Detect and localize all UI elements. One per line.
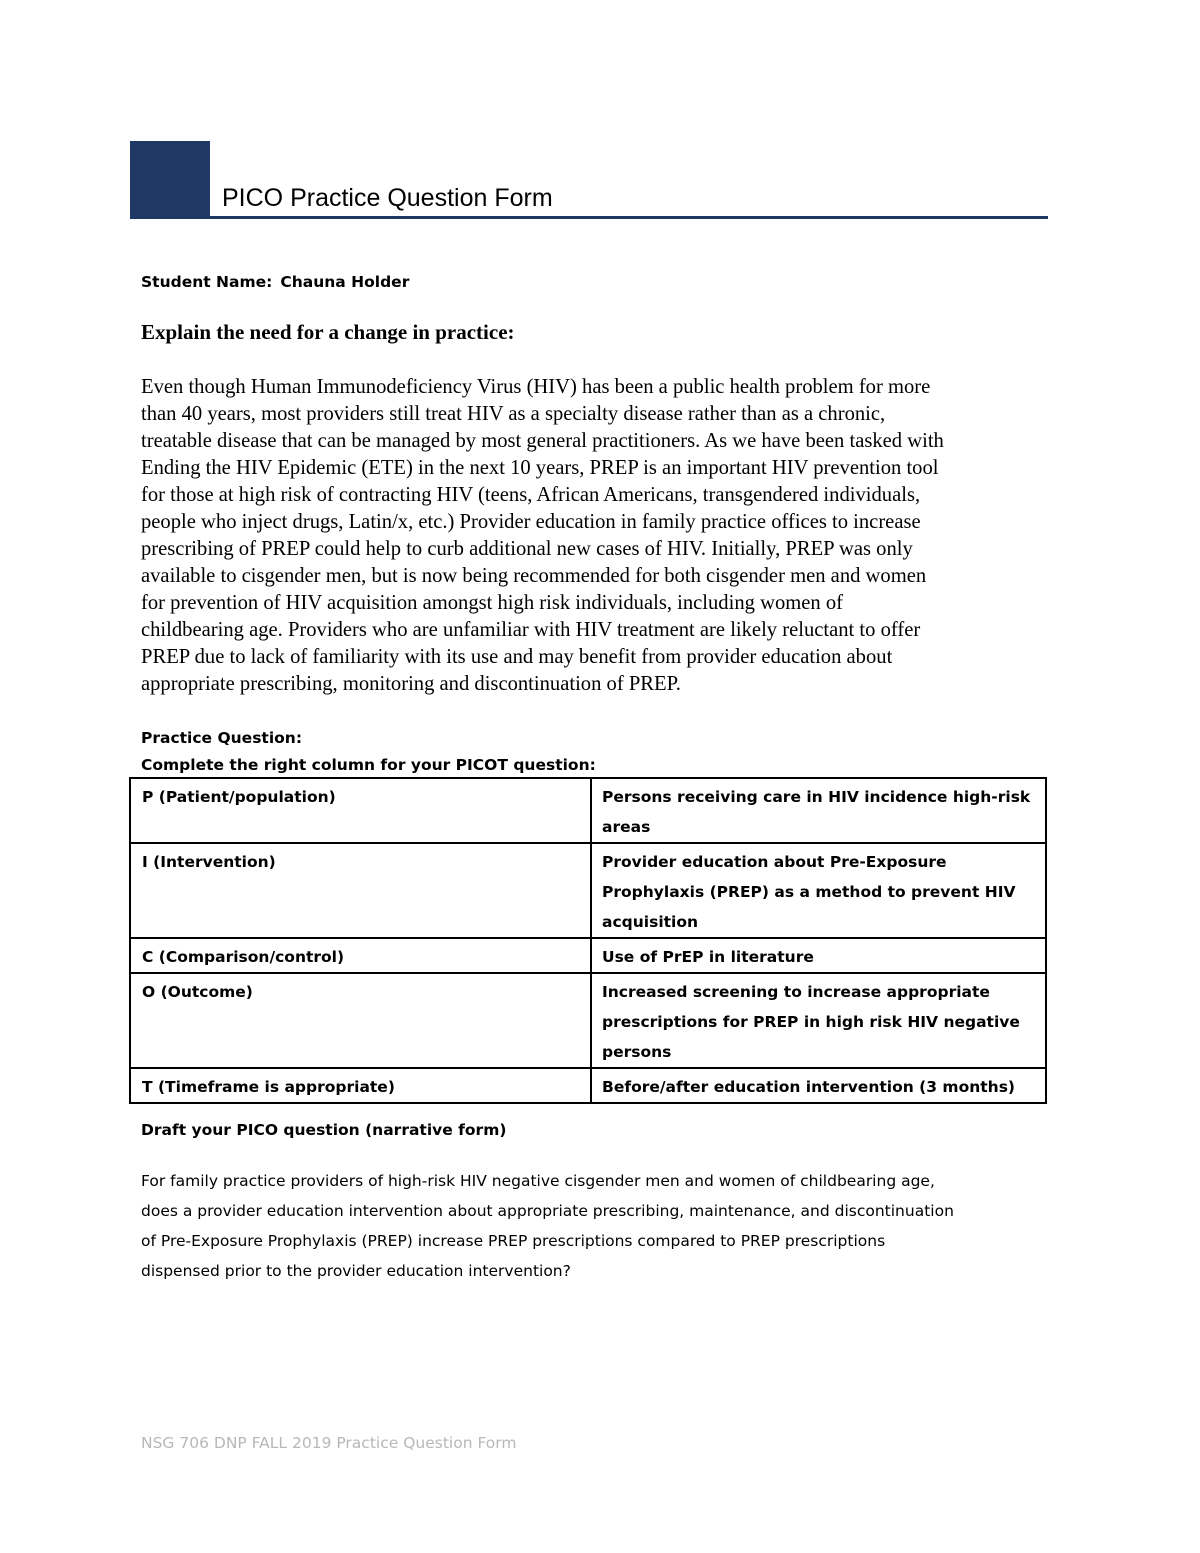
picot-value-line: Before/after education intervention (3 months) bbox=[602, 1078, 1016, 1096]
need-line: Ending the HIV Epidemic (ETE) in the next 10 years, PREP is an important HIV prevention tool bbox=[141, 457, 939, 479]
picot-label-cell: P (Patient/population) bbox=[130, 778, 591, 843]
picot-value-line: prescriptions for PREP in high risk HIV negative bbox=[602, 1013, 1020, 1031]
header-rule bbox=[130, 216, 1048, 219]
picot-value-line: Provider education about Pre-Exposure bbox=[602, 853, 947, 871]
picot-value-line: Prophylaxis (PREP) as a method to prevent HIV bbox=[602, 883, 1016, 901]
table-row bbox=[130, 1068, 1046, 1103]
need-line: people who inject drugs, Latin/x, etc.) Provider education in family practice offices to increase bbox=[141, 511, 921, 533]
table-row bbox=[130, 938, 1046, 973]
picot-label-cell: C (Comparison/control) bbox=[130, 938, 591, 973]
picot-value-cell bbox=[591, 973, 1046, 1068]
header-accent-block bbox=[130, 141, 210, 219]
practice-question-label: Practice Question: bbox=[141, 729, 303, 747]
table-row bbox=[130, 843, 1046, 938]
need-line: PREP due to lack of familiarity with its use and may benefit from provider education about bbox=[141, 646, 893, 668]
need-heading: Explain the need for a change in practice: bbox=[141, 320, 515, 344]
practice-question-instruction: Complete the right column for your PICOT question: bbox=[141, 756, 596, 774]
need-line: available to cisgender men, but is now being recommended for both cisgender men and women bbox=[141, 565, 927, 587]
draft-line: dispensed prior to the provider education intervention? bbox=[141, 1262, 571, 1280]
picot-label-cell: T (Timeframe is appropriate) bbox=[130, 1068, 591, 1103]
need-line: childbearing age. Providers who are unfamiliar with HIV treatment are likely reluctant to offer bbox=[141, 619, 921, 641]
table-row bbox=[130, 778, 1046, 843]
draft-line: does a provider education intervention about appropriate prescribing, maintenance, and discontinuation bbox=[141, 1202, 954, 1220]
picot-value-cell bbox=[591, 778, 1046, 843]
page-footer: NSG 706 DNP FALL 2019 Practice Question Form bbox=[141, 1434, 517, 1452]
picot-value-line: Persons receiving care in HIV incidence high-risk bbox=[602, 788, 1031, 806]
draft-line: For family practice providers of high-risk HIV negative cisgender men and women of childbearing age, bbox=[141, 1172, 935, 1190]
need-paragraph bbox=[141, 374, 1071, 698]
draft-paragraph bbox=[141, 1166, 1071, 1286]
need-line: than 40 years, most providers still treat HIV as a specialty disease rather than as a chronic, bbox=[141, 403, 886, 425]
picot-value-cell bbox=[591, 938, 1046, 973]
picot-value-line: Use of PrEP in literature bbox=[602, 948, 814, 966]
picot-value-line: persons bbox=[602, 1043, 672, 1061]
picot-value-line: Increased screening to increase appropriate bbox=[602, 983, 990, 1001]
picot-label-cell: I (Intervention) bbox=[130, 843, 591, 938]
picot-value-cell bbox=[591, 1068, 1046, 1103]
picot-value-cell bbox=[591, 843, 1046, 938]
need-line: for prevention of HIV acquisition amongst high risk individuals, including women of bbox=[141, 592, 843, 614]
page-title: PICO Practice Question Form bbox=[222, 184, 553, 212]
need-line: Even though Human Immunodeficiency Virus (HIV) has been a public health problem for more bbox=[141, 376, 931, 398]
picot-value-line: areas bbox=[602, 818, 651, 836]
need-line: for those at high risk of contracting HIV (teens, African Americans, transgendered individuals, bbox=[141, 484, 921, 506]
need-line: appropriate prescribing, monitoring and discontinuation of PREP. bbox=[141, 673, 681, 695]
draft-line: of Pre-Exposure Prophylaxis (PREP) increase PREP prescriptions compared to PREP prescriptions bbox=[141, 1232, 886, 1250]
need-line: treatable disease that can be managed by most general practitioners. As we have been tasked with bbox=[141, 430, 944, 452]
student-name-line bbox=[141, 273, 409, 291]
student-name-value: Chauna Holder bbox=[280, 273, 410, 291]
student-name-label: Student Name: bbox=[141, 273, 273, 291]
picot-value-line: acquisition bbox=[602, 913, 699, 931]
draft-heading: Draft your PICO question (narrative form) bbox=[141, 1121, 507, 1139]
table-row bbox=[130, 973, 1046, 1068]
picot-table bbox=[129, 777, 1047, 1104]
need-line: prescribing of PREP could help to curb additional new cases of HIV. Initially, PREP was only bbox=[141, 538, 913, 560]
picot-label-cell: O (Outcome) bbox=[130, 973, 591, 1068]
